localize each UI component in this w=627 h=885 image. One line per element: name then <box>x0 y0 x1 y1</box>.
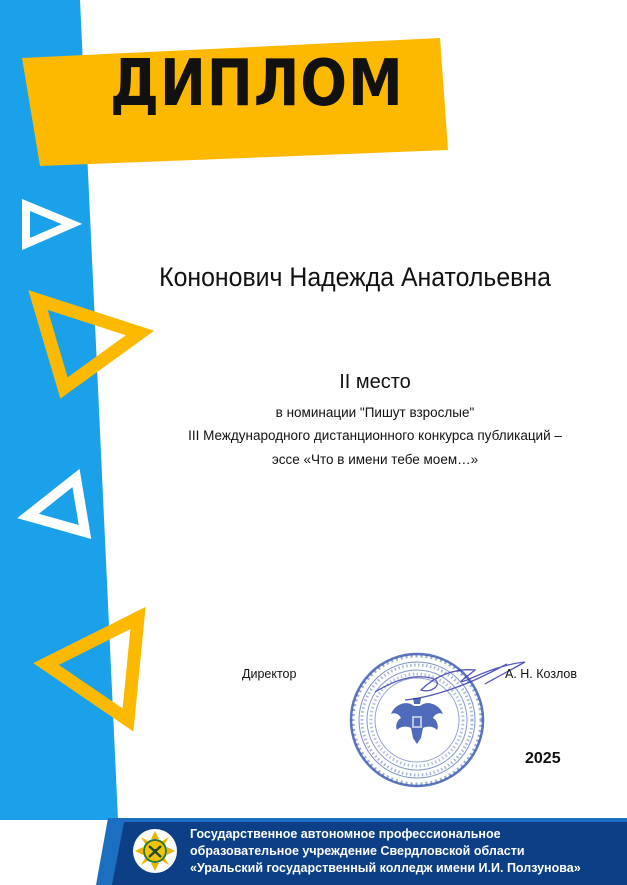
recipient-name: Кононович Надежда Анатольевна <box>159 262 551 292</box>
eagle-emblem <box>391 698 443 744</box>
year: 2025 <box>525 750 561 767</box>
institution-line-2: образовательное учреждение Свердловской области <box>190 844 525 858</box>
signature-role: Директор <box>242 667 297 681</box>
essay-title: эссе «Что в имени тебе моем…» <box>271 452 479 467</box>
institution-line-3: «Уральский государственный колледж имени И.И. Ползунова» <box>190 861 581 875</box>
signature-name: А. Н. Козлов <box>505 667 577 681</box>
diploma-title: ДИПЛОМ <box>110 47 404 121</box>
award-nomination: в номинации "Пишут взрослые" <box>275 405 475 420</box>
contest-name: III Международного дистанционного конкурса публикаций – <box>188 428 562 443</box>
college-logo <box>133 829 177 873</box>
institution-line-1: Государственное автономное профессиональное <box>190 827 501 841</box>
award-place: II место <box>339 371 411 393</box>
official-stamp <box>335 640 565 800</box>
